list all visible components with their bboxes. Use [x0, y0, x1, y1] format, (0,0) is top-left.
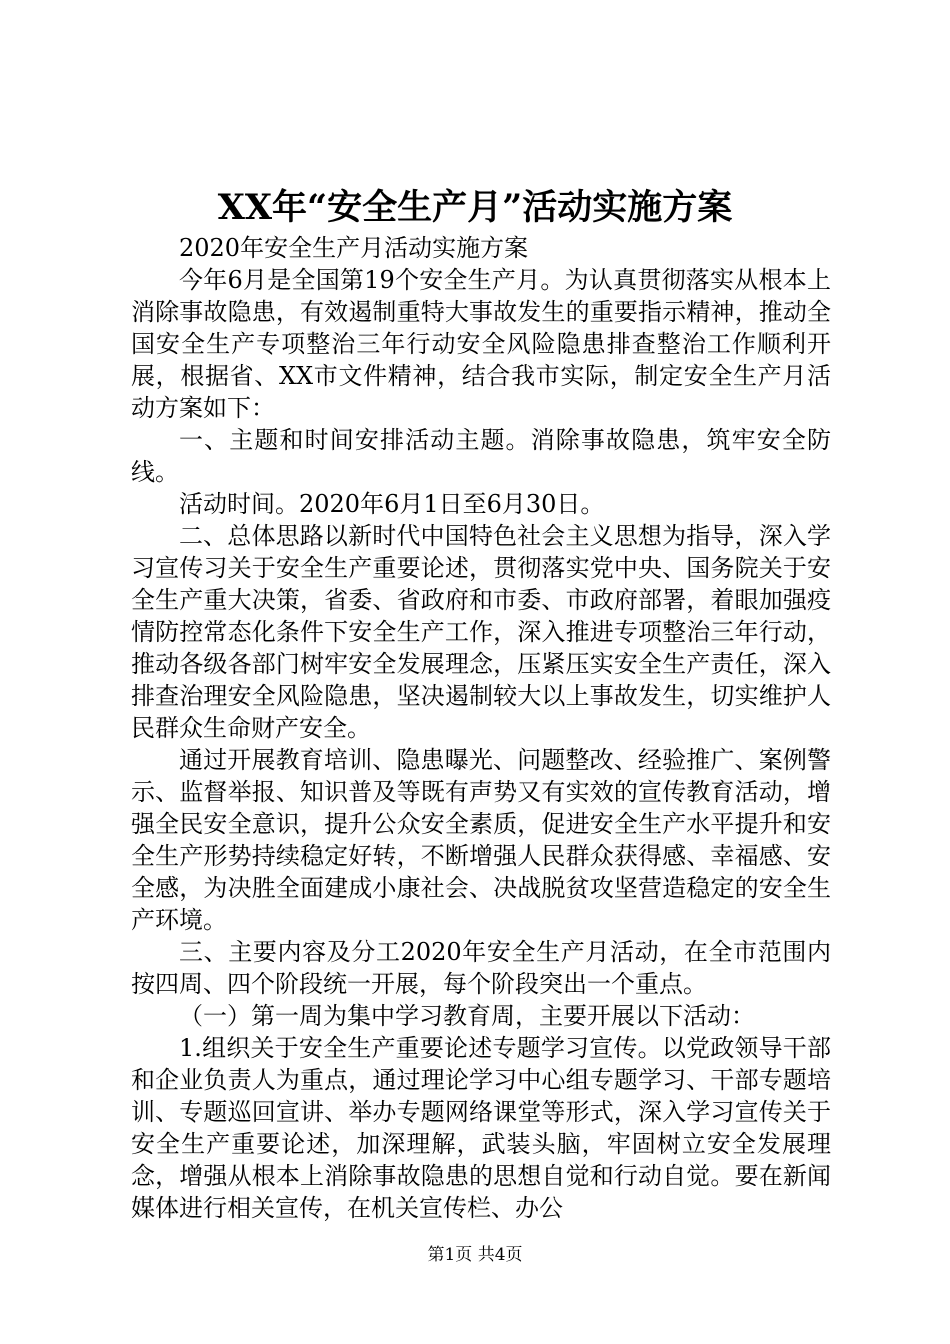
paragraph-theme: 一、主题和时间安排活动主题。消除事故隐患，筑牢安全防线。 — [131, 426, 831, 486]
paragraph-intro: 今年6月是全国第19个安全生产月。为认真贯彻落实从根本上消除事故隐患，有效遏制重特大事故发生的重要指示精神，推动全国安全生产专项整治三年行动安全风险隐患排查整治工作顺利开展，根据省、XX市文件精神，结合我市实际，制定安全生产月活动方案如下： — [131, 266, 831, 422]
page-number-footer: 第1页 共4页 — [427, 1245, 523, 1265]
paragraph-time: 活动时间。2020年6月1日至6月30日。 — [179, 490, 605, 518]
document-title: XX年“安全生产月”活动实施方案 — [217, 187, 733, 228]
paragraph-week-one: （一）第一周为集中学习教育周，主要开展以下活动： — [179, 1002, 755, 1030]
document-body — [131, 232, 831, 1224]
paragraph-main-content: 三、主要内容及分工2020年安全生产月活动，在全市范围内按四周、四个阶段统一开展，每个阶段突出一个重点。 — [131, 938, 831, 998]
paragraph-overall-approach: 二、总体思路以新时代中国特色社会主义思想为指导，深入学习宣传习关于安全生产重要论述，贯彻落实党中央、国务院关于安全生产重大决策，省委、省政府和市委、市政府部署，着眼加强疫情防控常态化条件下安全生产工作，深入推进专项整治三年行动，推动各级各部门树牢安全发展理念，压紧压实安全生产责任，深入排查治理安全风险隐患，坚决遏制较大以上事故发生，切实维护人民群众生命财产安全。 — [131, 522, 831, 742]
paragraph-item-one: 1.组织关于安全生产重要论述专题学习宣传。以党政领导干部和企业负责人为重点，通过理论学习中心组专题学习、干部专题培训、专题巡回宣讲、举办专题网络课堂等形式，深入学习宣传关于安全生产重要论述，加深理解，武装头脑，牢固树立安全发展理念，增强从根本上消除事故隐患的思想自觉和行动自觉。要在新闻媒体进行相关宣传，在机关宣传栏、办公 — [131, 1034, 831, 1222]
paragraph-subtitle: 2020年安全生产月活动实施方案 — [179, 234, 529, 262]
paragraph-activities: 通过开展教育培训、隐患曝光、问题整改、经验推广、案例警示、监督举报、知识普及等既有声势又有实效的宣传教育活动，增强全民安全意识，提升公众安全素质，促进安全生产水平提升和安全生产形势持续稳定好转，不断增强人民群众获得感、幸福感、安全感，为决胜全面建成小康社会、决战脱贫攻坚营造稳定的安全生产环境。 — [131, 746, 831, 934]
